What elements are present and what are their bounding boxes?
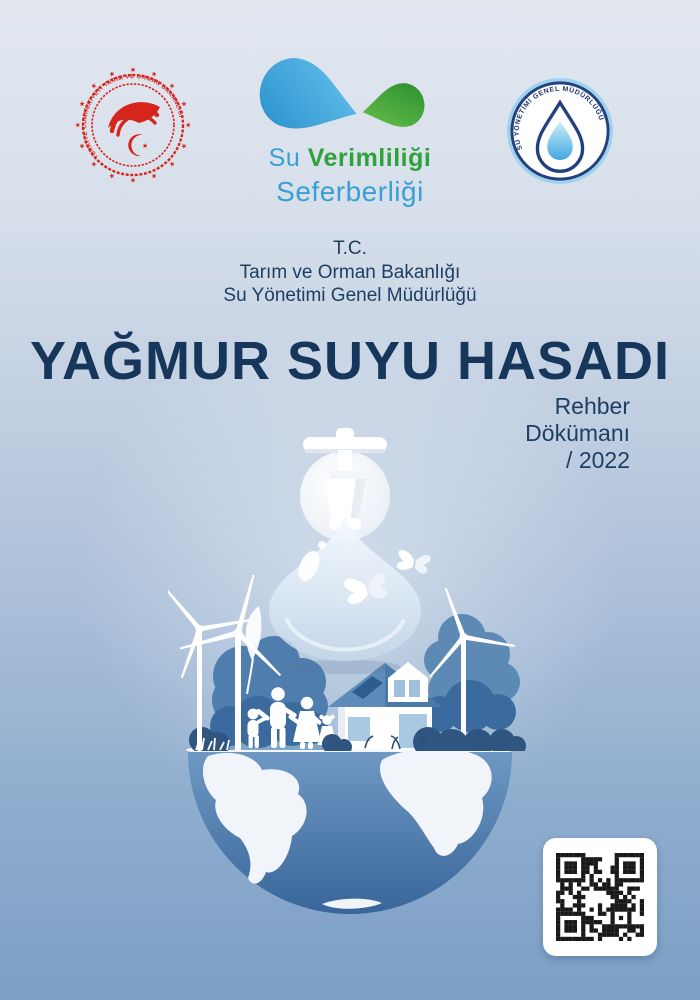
word-su: Su	[268, 144, 308, 172]
directorate-seal-text: SU YÖNETİMİ GENEL MÜDÜRLÜĞÜ	[513, 85, 605, 151]
org-line-ministry: Tarım ve Orman Bakanlığı	[239, 262, 461, 283]
svg-text:★: ★	[78, 99, 88, 109]
edition-line2: Dökümanı	[525, 420, 630, 446]
svg-text:★: ★	[75, 121, 82, 129]
word-verimliligi: Verimliliği	[307, 144, 432, 172]
org-line-directorate: Su Yönetimi Genel Müdürlüğü	[223, 285, 477, 306]
svg-text:★: ★	[107, 170, 117, 180]
svg-text:★: ★	[141, 143, 149, 150]
svg-text:★: ★	[107, 70, 117, 80]
window	[347, 716, 371, 742]
ministry-seal-text: TÜRKİYE CUMHURİYETİ TARIM VE ORMAN BAKANLIĞI	[82, 74, 184, 160]
campaign-logo-line2: Seferberliği	[276, 176, 424, 207]
svg-text:★: ★	[178, 99, 188, 109]
qr-pattern-icon	[556, 853, 644, 941]
svg-text:★: ★	[166, 158, 177, 169]
svg-text:★: ★	[149, 70, 159, 80]
org-line-tc: T.C.	[333, 238, 367, 259]
svg-text:★: ★	[166, 81, 177, 92]
edition-line1: Rehber	[554, 393, 630, 419]
page-title: YAĞMUR SUYU HASADI	[29, 331, 671, 391]
svg-text:★: ★	[178, 141, 188, 151]
half-globe-earth	[186, 742, 514, 914]
qr-code	[543, 838, 657, 956]
edition-line3: / 2022	[566, 447, 630, 473]
svg-text:★: ★	[129, 67, 137, 74]
svg-text:★: ★	[78, 141, 88, 151]
butterfly-icon	[396, 549, 432, 574]
svg-text:★: ★	[129, 176, 137, 183]
svg-text:★: ★	[89, 81, 100, 92]
svg-text:★: ★	[184, 121, 191, 129]
svg-text:★: ★	[89, 158, 100, 169]
svg-text:★: ★	[149, 170, 159, 180]
